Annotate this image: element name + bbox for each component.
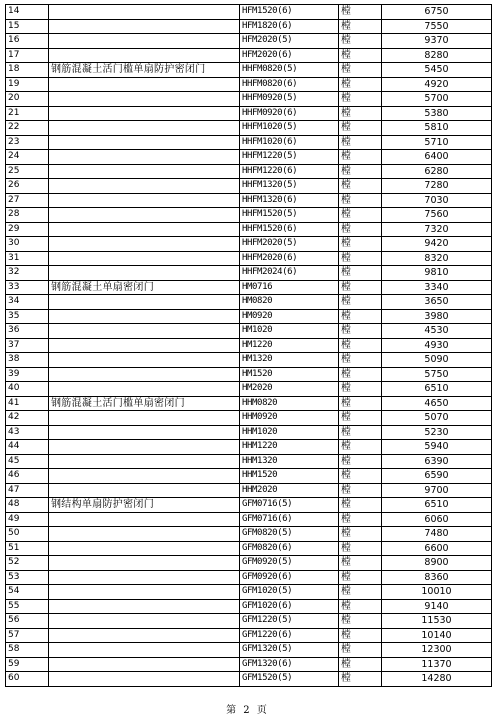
- price-cell: 5940: [382, 440, 492, 455]
- unit-cell: 樘: [339, 179, 382, 194]
- table-row: [6, 92, 492, 107]
- table-row: [6, 411, 492, 426]
- price-cell: 5230: [382, 425, 492, 440]
- table-row: [6, 135, 492, 150]
- unit-cell: 樘: [339, 599, 382, 614]
- price-cell: 9700: [382, 483, 492, 498]
- table-row: [6, 150, 492, 165]
- model-code-cell: GFM0920(6): [240, 570, 339, 585]
- price-cell: 6750: [382, 5, 492, 20]
- product-name-cell: [49, 179, 240, 194]
- row-number-cell: 48: [6, 498, 49, 513]
- price-cell: 5450: [382, 63, 492, 78]
- product-name-cell: 钢筋混凝土单扇密闭门: [49, 280, 240, 295]
- product-name-cell: [49, 556, 240, 571]
- model-code-cell: HHM0920: [240, 411, 339, 426]
- unit-cell: 樘: [339, 164, 382, 179]
- table-row: [6, 672, 492, 687]
- table-row: [6, 353, 492, 368]
- price-cell: 7560: [382, 208, 492, 223]
- price-cell: 8280: [382, 48, 492, 63]
- model-code-cell: HM1320: [240, 353, 339, 368]
- product-name-cell: [49, 454, 240, 469]
- price-cell: 3980: [382, 309, 492, 324]
- table-row: [6, 208, 492, 223]
- model-code-cell: HFM2020(5): [240, 34, 339, 49]
- row-number-cell: 58: [6, 643, 49, 658]
- price-cell: 9370: [382, 34, 492, 49]
- price-cell: 4930: [382, 338, 492, 353]
- unit-cell: 樘: [339, 309, 382, 324]
- unit-cell: 樘: [339, 237, 382, 252]
- unit-cell: 樘: [339, 48, 382, 63]
- table-row: [6, 222, 492, 237]
- row-number-cell: 24: [6, 150, 49, 165]
- unit-cell: 樘: [339, 19, 382, 34]
- unit-cell: 樘: [339, 570, 382, 585]
- product-name-cell: [49, 34, 240, 49]
- row-number-cell: 38: [6, 353, 49, 368]
- price-cell: 7280: [382, 179, 492, 194]
- model-code-cell: HHFM1520(5): [240, 208, 339, 223]
- price-cell: 8360: [382, 570, 492, 585]
- row-number-cell: 52: [6, 556, 49, 571]
- row-number-cell: 19: [6, 77, 49, 92]
- row-number-cell: 47: [6, 483, 49, 498]
- unit-cell: 樘: [339, 469, 382, 484]
- product-name-cell: [49, 237, 240, 252]
- unit-cell: 樘: [339, 556, 382, 571]
- price-cell: 4530: [382, 324, 492, 339]
- unit-cell: 樘: [339, 121, 382, 136]
- unit-cell: 樘: [339, 208, 382, 223]
- price-cell: 7480: [382, 527, 492, 542]
- unit-cell: 樘: [339, 295, 382, 310]
- row-number-cell: 57: [6, 628, 49, 643]
- row-number-cell: 17: [6, 48, 49, 63]
- model-code-cell: HM0920: [240, 309, 339, 324]
- product-name-cell: [49, 672, 240, 687]
- price-cell: 5750: [382, 367, 492, 382]
- table-row: [6, 309, 492, 324]
- table-row: [6, 367, 492, 382]
- unit-cell: 樘: [339, 382, 382, 397]
- row-number-cell: 33: [6, 280, 49, 295]
- table-row: [6, 179, 492, 194]
- price-cell: 10010: [382, 585, 492, 600]
- table-row: [6, 251, 492, 266]
- unit-cell: 樘: [339, 585, 382, 600]
- product-name-cell: [49, 208, 240, 223]
- unit-cell: 樘: [339, 628, 382, 643]
- row-number-cell: 40: [6, 382, 49, 397]
- model-code-cell: HFM1820(6): [240, 19, 339, 34]
- product-name-cell: [49, 309, 240, 324]
- product-name-cell: [49, 657, 240, 672]
- price-cell: 12300: [382, 643, 492, 658]
- table-row: [6, 5, 492, 20]
- price-cell: 9810: [382, 266, 492, 281]
- unit-cell: 樘: [339, 5, 382, 20]
- table-row: [6, 193, 492, 208]
- product-name-cell: [49, 266, 240, 281]
- model-code-cell: GFM0820(5): [240, 527, 339, 542]
- row-number-cell: 44: [6, 440, 49, 455]
- product-name-cell: [49, 92, 240, 107]
- product-name-cell: [49, 411, 240, 426]
- price-cell: 7320: [382, 222, 492, 237]
- unit-cell: 樘: [339, 643, 382, 658]
- model-code-cell: GFM0716(5): [240, 498, 339, 513]
- row-number-cell: 22: [6, 121, 49, 136]
- table-row: [6, 106, 492, 121]
- unit-cell: 樘: [339, 672, 382, 687]
- product-name-cell: [49, 5, 240, 20]
- unit-cell: 樘: [339, 324, 382, 339]
- model-code-cell: HHM1320: [240, 454, 339, 469]
- table-row: [6, 483, 492, 498]
- product-name-cell: [49, 541, 240, 556]
- table-row: [6, 599, 492, 614]
- price-cell: 9420: [382, 237, 492, 252]
- unit-cell: 樘: [339, 222, 382, 237]
- table-row: [6, 657, 492, 672]
- model-code-cell: HHFM2020(5): [240, 237, 339, 252]
- unit-cell: 樘: [339, 135, 382, 150]
- unit-cell: 樘: [339, 367, 382, 382]
- product-name-cell: [49, 628, 240, 643]
- price-cell: 5810: [382, 121, 492, 136]
- unit-cell: 樘: [339, 251, 382, 266]
- model-code-cell: GFM1520(5): [240, 672, 339, 687]
- row-number-cell: 59: [6, 657, 49, 672]
- row-number-cell: 54: [6, 585, 49, 600]
- price-cell: 7550: [382, 19, 492, 34]
- model-code-cell: HM0716: [240, 280, 339, 295]
- product-name-cell: [49, 585, 240, 600]
- model-code-cell: HHFM1520(6): [240, 222, 339, 237]
- row-number-cell: 27: [6, 193, 49, 208]
- model-code-cell: HHFM1020(6): [240, 135, 339, 150]
- unit-cell: 樘: [339, 483, 382, 498]
- model-code-cell: GFM0920(5): [240, 556, 339, 571]
- unit-cell: 樘: [339, 338, 382, 353]
- product-name-cell: [49, 48, 240, 63]
- product-name-cell: [49, 599, 240, 614]
- model-code-cell: HHFM0820(6): [240, 77, 339, 92]
- unit-cell: 樘: [339, 411, 382, 426]
- product-name-cell: [49, 251, 240, 266]
- row-number-cell: 41: [6, 396, 49, 411]
- model-code-cell: HHM0820: [240, 396, 339, 411]
- product-name-cell: [49, 106, 240, 121]
- model-code-cell: HHFM0920(5): [240, 92, 339, 107]
- row-number-cell: 23: [6, 135, 49, 150]
- row-number-cell: 45: [6, 454, 49, 469]
- page-number: 第 2 页: [226, 705, 269, 716]
- row-number-cell: 42: [6, 411, 49, 426]
- table-row: [6, 556, 492, 571]
- price-cell: 5700: [382, 92, 492, 107]
- model-code-cell: HHM2020: [240, 483, 339, 498]
- price-cell: 10140: [382, 628, 492, 643]
- row-number-cell: 18: [6, 63, 49, 78]
- model-code-cell: HHFM0920(6): [240, 106, 339, 121]
- product-name-cell: 钢结构单扇防护密闭门: [49, 498, 240, 513]
- row-number-cell: 39: [6, 367, 49, 382]
- row-number-cell: 16: [6, 34, 49, 49]
- row-number-cell: 32: [6, 266, 49, 281]
- model-code-cell: HHFM2020(6): [240, 251, 339, 266]
- model-code-cell: GFM1320(5): [240, 643, 339, 658]
- price-table-body: [6, 5, 492, 687]
- unit-cell: 樘: [339, 193, 382, 208]
- row-number-cell: 14: [6, 5, 49, 20]
- price-cell: 6590: [382, 469, 492, 484]
- unit-cell: 樘: [339, 63, 382, 78]
- model-code-cell: GFM1220(5): [240, 614, 339, 629]
- table-row: [6, 527, 492, 542]
- table-row: [6, 338, 492, 353]
- model-code-cell: GFM1020(6): [240, 599, 339, 614]
- model-code-cell: HHFM1220(5): [240, 150, 339, 165]
- price-cell: 6280: [382, 164, 492, 179]
- table-row: [6, 324, 492, 339]
- model-code-cell: HHM1020: [240, 425, 339, 440]
- price-cell: 4650: [382, 396, 492, 411]
- unit-cell: 樘: [339, 657, 382, 672]
- product-name-cell: [49, 643, 240, 658]
- model-code-cell: HHFM1320(5): [240, 179, 339, 194]
- row-number-cell: 60: [6, 672, 49, 687]
- price-cell: 3650: [382, 295, 492, 310]
- table-row: [6, 63, 492, 78]
- table-row: [6, 237, 492, 252]
- product-name-cell: [49, 527, 240, 542]
- price-table: [5, 4, 492, 687]
- table-row: [6, 266, 492, 281]
- product-name-cell: [49, 512, 240, 527]
- row-number-cell: 28: [6, 208, 49, 223]
- row-number-cell: 31: [6, 251, 49, 266]
- product-name-cell: [49, 121, 240, 136]
- row-number-cell: 37: [6, 338, 49, 353]
- table-row: [6, 77, 492, 92]
- unit-cell: 樘: [339, 77, 382, 92]
- model-code-cell: HFM1520(6): [240, 5, 339, 20]
- model-code-cell: GFM0716(6): [240, 512, 339, 527]
- product-name-cell: [49, 77, 240, 92]
- unit-cell: 樘: [339, 34, 382, 49]
- unit-cell: 樘: [339, 266, 382, 281]
- row-number-cell: 21: [6, 106, 49, 121]
- model-code-cell: HFM2020(6): [240, 48, 339, 63]
- row-number-cell: 36: [6, 324, 49, 339]
- product-name-cell: [49, 19, 240, 34]
- price-cell: 6390: [382, 454, 492, 469]
- table-row: [6, 614, 492, 629]
- model-code-cell: GFM1320(6): [240, 657, 339, 672]
- price-cell: 6600: [382, 541, 492, 556]
- product-name-cell: [49, 483, 240, 498]
- model-code-cell: HM1520: [240, 367, 339, 382]
- price-cell: 6510: [382, 498, 492, 513]
- product-name-cell: [49, 193, 240, 208]
- unit-cell: 樘: [339, 440, 382, 455]
- product-name-cell: 钢筋混凝土活门槛单扇密闭门: [49, 396, 240, 411]
- model-code-cell: GFM0820(6): [240, 541, 339, 556]
- product-name-cell: [49, 469, 240, 484]
- model-code-cell: HHFM1320(6): [240, 193, 339, 208]
- row-number-cell: 20: [6, 92, 49, 107]
- model-code-cell: HHFM2024(6): [240, 266, 339, 281]
- product-name-cell: [49, 338, 240, 353]
- table-row: [6, 396, 492, 411]
- model-code-cell: HHM1520: [240, 469, 339, 484]
- unit-cell: 樘: [339, 425, 382, 440]
- model-code-cell: HHM1220: [240, 440, 339, 455]
- table-row: [6, 280, 492, 295]
- table-row: [6, 34, 492, 49]
- product-name-cell: [49, 367, 240, 382]
- model-code-cell: HHFM1220(6): [240, 164, 339, 179]
- row-number-cell: 26: [6, 179, 49, 194]
- price-cell: 11530: [382, 614, 492, 629]
- table-row: [6, 48, 492, 63]
- price-cell: 5090: [382, 353, 492, 368]
- row-number-cell: 34: [6, 295, 49, 310]
- row-number-cell: 51: [6, 541, 49, 556]
- product-name-cell: [49, 324, 240, 339]
- row-number-cell: 56: [6, 614, 49, 629]
- unit-cell: 樘: [339, 106, 382, 121]
- price-cell: 6400: [382, 150, 492, 165]
- row-number-cell: 25: [6, 164, 49, 179]
- table-row: [6, 512, 492, 527]
- price-cell: 3340: [382, 280, 492, 295]
- table-row: [6, 164, 492, 179]
- price-cell: 7030: [382, 193, 492, 208]
- model-code-cell: HM2020: [240, 382, 339, 397]
- table-row: [6, 628, 492, 643]
- product-name-cell: [49, 222, 240, 237]
- model-code-cell: GFM1220(6): [240, 628, 339, 643]
- product-name-cell: [49, 614, 240, 629]
- unit-cell: 樘: [339, 92, 382, 107]
- price-cell: 5710: [382, 135, 492, 150]
- model-code-cell: HM1020: [240, 324, 339, 339]
- price-cell: 11370: [382, 657, 492, 672]
- row-number-cell: 29: [6, 222, 49, 237]
- table-row: [6, 643, 492, 658]
- row-number-cell: 15: [6, 19, 49, 34]
- product-name-cell: [49, 295, 240, 310]
- unit-cell: 樘: [339, 396, 382, 411]
- price-cell: 8900: [382, 556, 492, 571]
- product-name-cell: [49, 382, 240, 397]
- unit-cell: 樘: [339, 512, 382, 527]
- model-code-cell: GFM1020(5): [240, 585, 339, 600]
- table-row: [6, 498, 492, 513]
- price-cell: 4920: [382, 77, 492, 92]
- model-code-cell: HHFM0820(5): [240, 63, 339, 78]
- unit-cell: 樘: [339, 614, 382, 629]
- table-row: [6, 295, 492, 310]
- unit-cell: 樘: [339, 150, 382, 165]
- model-code-cell: HM1220: [240, 338, 339, 353]
- table-row: [6, 382, 492, 397]
- table-row: [6, 570, 492, 585]
- row-number-cell: 35: [6, 309, 49, 324]
- unit-cell: 樘: [339, 498, 382, 513]
- product-name-cell: [49, 135, 240, 150]
- table-row: [6, 585, 492, 600]
- row-number-cell: 50: [6, 527, 49, 542]
- product-name-cell: [49, 353, 240, 368]
- model-code-cell: HHFM1020(5): [240, 121, 339, 136]
- price-cell: 6510: [382, 382, 492, 397]
- unit-cell: 樘: [339, 280, 382, 295]
- price-cell: 5380: [382, 106, 492, 121]
- product-name-cell: [49, 425, 240, 440]
- table-row: [6, 19, 492, 34]
- unit-cell: 樘: [339, 353, 382, 368]
- table-row: [6, 440, 492, 455]
- unit-cell: 樘: [339, 454, 382, 469]
- price-cell: 14280: [382, 672, 492, 687]
- row-number-cell: 43: [6, 425, 49, 440]
- table-row: [6, 121, 492, 136]
- model-code-cell: HM0820: [240, 295, 339, 310]
- row-number-cell: 46: [6, 469, 49, 484]
- product-name-cell: 钢筋混凝土活门槛单扇防护密闭门: [49, 63, 240, 78]
- price-cell: 5070: [382, 411, 492, 426]
- row-number-cell: 55: [6, 599, 49, 614]
- table-row: [6, 541, 492, 556]
- product-name-cell: [49, 570, 240, 585]
- table-row: [6, 454, 492, 469]
- price-cell: 6060: [382, 512, 492, 527]
- price-cell: 9140: [382, 599, 492, 614]
- unit-cell: 樘: [339, 527, 382, 542]
- product-name-cell: [49, 440, 240, 455]
- row-number-cell: 53: [6, 570, 49, 585]
- table-row: [6, 425, 492, 440]
- price-cell: 8320: [382, 251, 492, 266]
- product-name-cell: [49, 150, 240, 165]
- row-number-cell: 49: [6, 512, 49, 527]
- product-name-cell: [49, 164, 240, 179]
- table-row: [6, 469, 492, 484]
- unit-cell: 樘: [339, 541, 382, 556]
- row-number-cell: 30: [6, 237, 49, 252]
